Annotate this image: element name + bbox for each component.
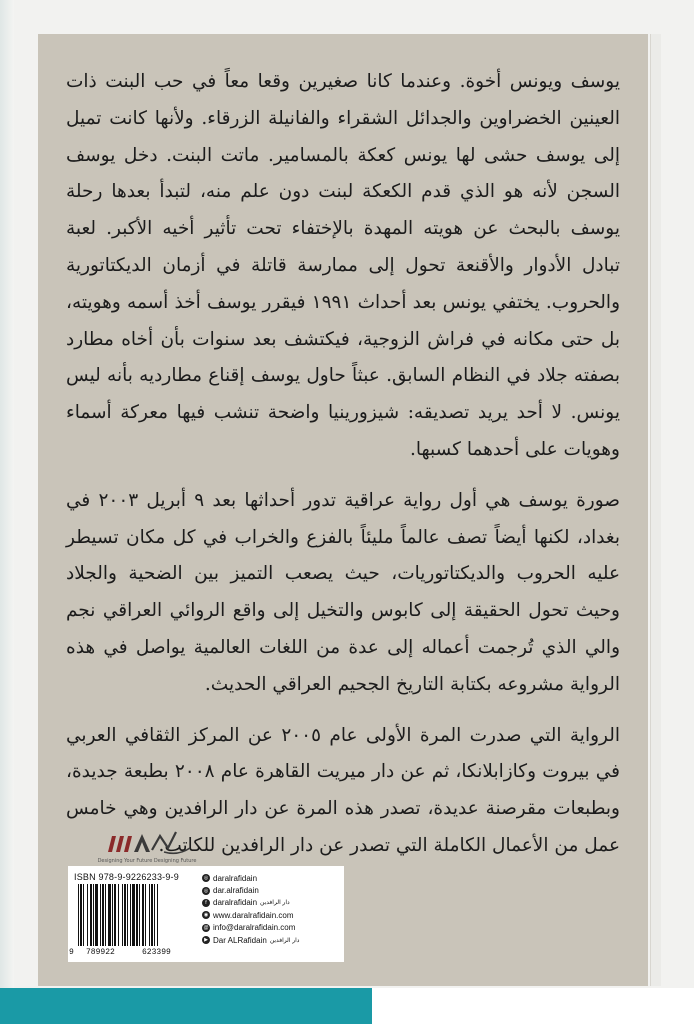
contact-text: www.daralrafidain.com <box>213 910 294 920</box>
barcode-bar <box>154 884 155 946</box>
barcode-bar <box>93 884 94 946</box>
barcode-bar <box>132 884 135 946</box>
barcode-digit-lead: 9 <box>69 948 74 957</box>
contact-list <box>202 872 342 946</box>
facebook-icon: f <box>202 899 210 907</box>
barcode-bar <box>80 884 82 946</box>
contact-item <box>202 884 342 896</box>
globe-icon: ◉ <box>203 912 209 919</box>
contact-subtext: دار الرافدين <box>260 900 290 907</box>
snapchat-icon: ◎ <box>203 887 209 894</box>
contact-text: daralrafidain <box>213 898 258 908</box>
contact-item <box>202 872 342 884</box>
barcode-bar <box>142 884 144 946</box>
barcode-bar <box>151 884 153 946</box>
left-page-edge <box>0 0 14 1024</box>
barcode-bar <box>112 884 113 946</box>
blurb-paragraph-1: يوسف ويونس أخوة. وعندما كانا صغيرين وقعا معاً في حب البنت ذات العينين الخضراوين والجدائل الشقراء والفانيلة الزرقاء. ولأنها كانت تميل إلى يوسف حشى لها يونس كعكة بالمسامير. ماتت البنت. دخل يوسف السجن لأنه هو الذي قدم الكعكة لبنت دون علم منه، لتبدأ بعدها رحلة يوسف بالبحث عن هويته المهدة بالإختفاء تحت تأثير أخيه الأكبر. لعبة تبادل الأدوار والأقنعة تحول إلى ممارسة قاتلة في أزمان الديكتاتورية والحروب. يختفي يونس بعد أحداث ١٩٩١ فيقرر يوسف أخذ أسمه وهويته، بل حتى مكانه في فراش الزوجية، فيكتشف بعد سنوات بأن أخاه مطارد بصفته جلاد في النظام السابق. عبثاً حاول يوسف إقناع مطارديه بأنه ليس يونس. لا أحد يريد تصديقه: شيزورينيا واضحة تنشب فيها معركة أسماء وهويات على أحدهما كسبها. <box>66 71 620 460</box>
logo-tagline: Designing Your Future Designing Future <box>97 858 197 864</box>
barcode-bar <box>124 884 126 946</box>
barcode-bar <box>136 884 138 946</box>
contact-text: daralrafidain <box>213 873 258 883</box>
barcode-bar <box>78 884 79 946</box>
barcode-bar <box>95 884 98 946</box>
barcode-bar <box>102 884 104 946</box>
barcode-panel <box>68 866 344 962</box>
contact-text: dar.alrafidain <box>213 886 259 896</box>
blurb-paragraph-3: الرواية التي صدرت المرة الأولى عام ٢٠٠٥ عن المركز الثقافي العربي في بيروت وكازابلانكا، ثم عن دار ميريت القاهرة عام ٢٠٠٨ بطبعة جديدة، وبطبعات مقرصنة عديدة، تصدر هذه المرة عن دار الرافدين وهي خامس عمل من الأعمال الكاملة التي تصدر عن دار الرافدين للكاتب. <box>66 724 621 856</box>
contact-item <box>202 934 342 946</box>
barcode-bar <box>105 884 106 946</box>
blurb-paragraph-2: صورة يوسف هي أول رواية عراقية تدور أحداثها بعد ٩ أبريل ٢٠٠٣ في بغداد، لكنها أيضاً تصف عالماً مليئاً بالفزع والخراب في كل مكان تسيطر عليه الحروب والديكتاتوريات، حيث يصعب التميز بين الضحية والجلاد وحيث تحول الحقيقة إلى كابوس والتخيل إلى واقع الروائي العراقي نجم والي الذي تُرجمت أعماله إلى عدة من اللغات العالمية يواصل في هذه الرواية مشروعه بكتابة التاريخ الجحيم العراقي الحديث. <box>66 489 620 695</box>
barcode-digits-right: 623399 <box>142 948 171 957</box>
isbn-label: ISBN 978-9-9226233-9-9 <box>74 872 179 882</box>
barcode-bar <box>83 884 84 946</box>
contact-text: Dar ALRafidain <box>213 935 267 945</box>
contact-item <box>202 909 342 921</box>
barcode-bar <box>145 884 146 946</box>
barcode-bar <box>157 884 158 946</box>
barcode-bar <box>108 884 111 946</box>
barcode-bar <box>130 884 131 946</box>
contact-item <box>202 922 342 934</box>
barcode <box>74 884 198 948</box>
barcode-bar <box>118 884 119 946</box>
contact-subtext: دار الرافدين <box>269 937 300 944</box>
barcode-bar <box>114 884 116 946</box>
barcode-bar <box>87 884 88 946</box>
email-icon: @ <box>203 924 209 931</box>
barcode-bar <box>149 884 150 946</box>
youtube-icon: ▶ <box>202 936 210 944</box>
barcode-bar <box>139 884 140 946</box>
contact-text: info@daralrafidain.com <box>213 923 296 933</box>
barcode-bar <box>100 884 101 946</box>
blurb-text <box>66 64 620 879</box>
contact-item <box>202 897 342 909</box>
instagram-icon: ◎ <box>203 875 209 882</box>
publisher-logo <box>102 826 194 862</box>
barcode-bar <box>90 884 92 946</box>
barcode-digits-left: 789922 <box>86 948 115 957</box>
barcode-bar <box>122 884 123 946</box>
cover-edge <box>650 34 661 986</box>
teal-spine-bar <box>0 988 372 1024</box>
barcode-bar <box>127 884 128 946</box>
